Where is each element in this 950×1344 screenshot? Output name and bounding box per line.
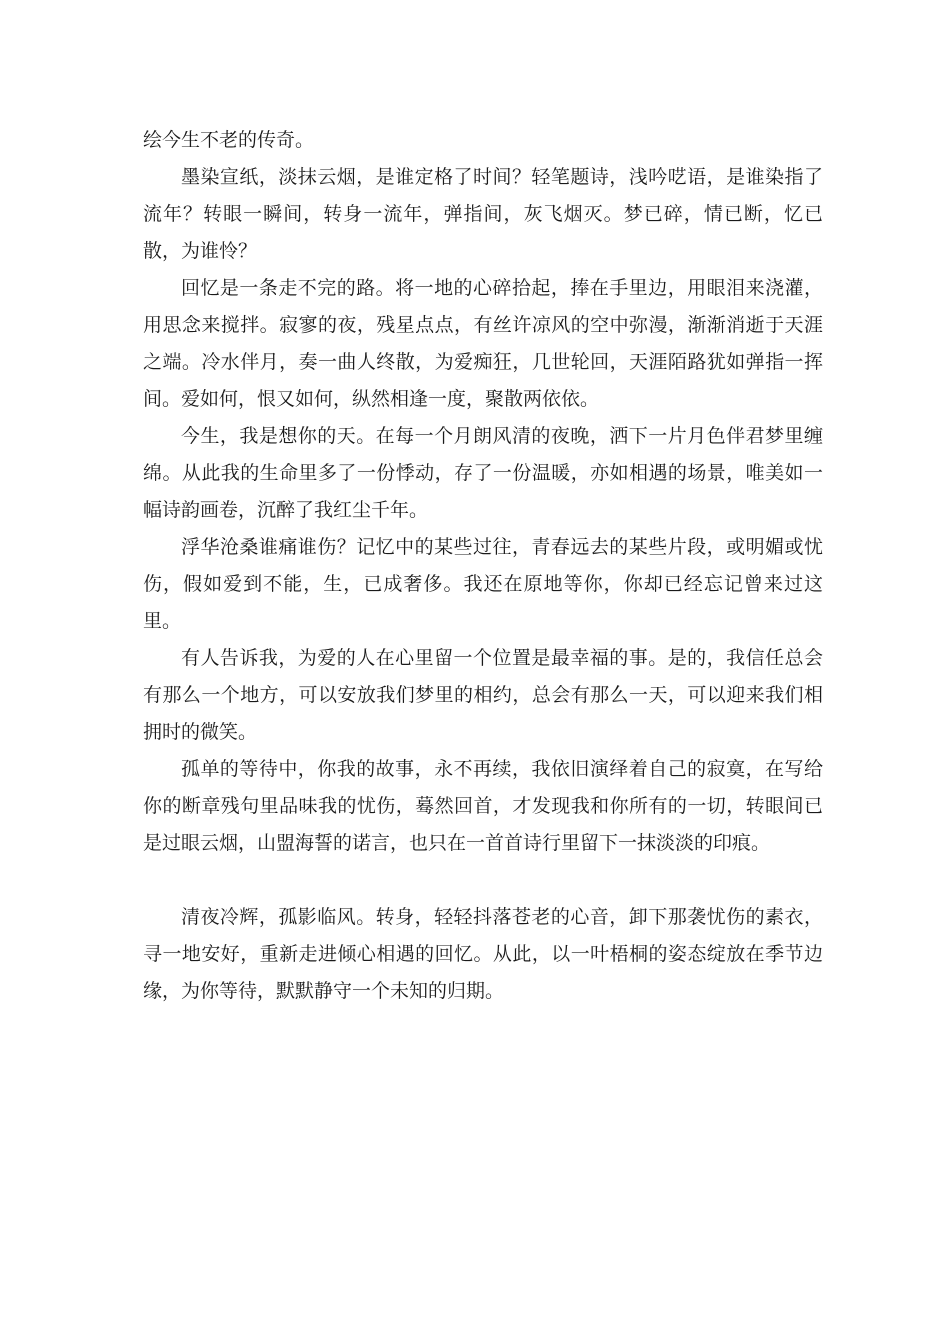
paragraph: 回忆是一条走不完的路。将一地的心碎拾起，捧在手里边，用眼泪来浇灌，用思念来搅拌。寂寥的夜，残星点点，有丝许凉风的空中弥漫，渐渐消逝于天涯之端。冷水伴月，奏一曲人终散，为爱痴狂，几世轮回，天涯陌路犹如弹指一挥间。爱如何，恨又如何，纵然相逢一度，聚散两依依。	[143, 277, 823, 410]
paragraph: 浮华沧桑谁痛谁伤？记忆中的某些过往，青春远去的某些片段，或明媚或忧伤，假如爱到不能，生，已成奢侈。我还在原地等你，你却已经忘记曾来过这里。	[143, 536, 823, 632]
paragraph-continuation: 绘今生不老的传奇。	[143, 129, 315, 151]
paragraph: 墨染宣纸，淡抹云烟，是谁定格了时间？轻笔题诗，浅吟呓语，是谁染指了流年？转眼一瞬间，转身一流年，弹指间，灰飞烟灭。梦已碎，情已断，忆已散，为谁怜？	[143, 166, 823, 262]
paragraph: 今生，我是想你的天。在每一个月朗风清的夜晚，洒下一片月色伴君梦里缠绵。从此我的生命里多了一份悸动，存了一份温暖，亦如相遇的场景，唯美如一幅诗韵画卷，沉醉了我红尘千年。	[143, 425, 823, 521]
paragraph: 有人告诉我，为爱的人在心里留一个位置是最幸福的事。是的，我信任总会有那么一个地方，可以安放我们梦里的相约，总会有那么一天，可以迎来我们相拥时的微笑。	[143, 647, 823, 743]
document-body	[143, 122, 823, 1010]
paragraph-closing: 清夜冷辉，孤影临风。转身，轻轻抖落苍老的心音，卸下那袭忧伤的素衣，寻一地安好，重新走进倾心相遇的回忆。从此，以一叶梧桐的姿态绽放在季节边缘，为你等待，默默静守一个未知的归期。	[143, 906, 823, 1002]
paragraph: 孤单的等待中，你我的故事，永不再续，我依旧演绎着自己的寂寞，在写给你的断章残句里品味我的忧伤，蓦然回首，才发现我和你所有的一切，转眼间已是过眼云烟，山盟海誓的诺言，也只在一首首诗行里留下一抹淡淡的印痕。	[143, 758, 823, 854]
